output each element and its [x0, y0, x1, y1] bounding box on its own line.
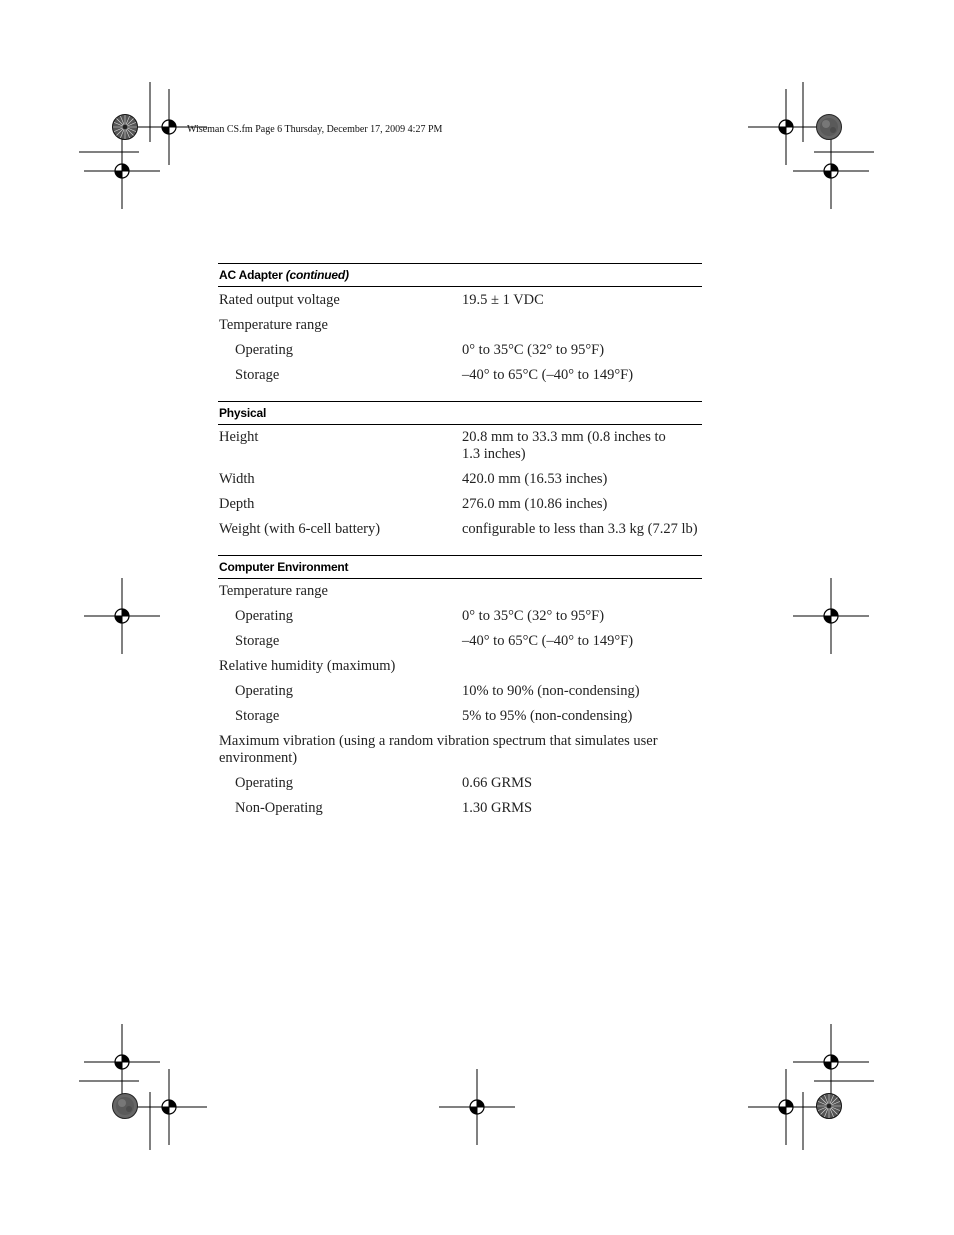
section-title: Physical [219, 406, 267, 420]
spec-value: 1.30 GRMS [462, 800, 533, 816]
spec-label: Non-Operating [235, 800, 323, 816]
spec-label: Weight (with 6-cell battery) [219, 521, 381, 537]
spec-label: Storage [235, 633, 280, 649]
spec-label: Storage [235, 367, 280, 383]
spec-label: Operating [235, 683, 293, 699]
section-heading [218, 401, 702, 425]
spec-label: Relative humidity (maximum) [219, 658, 396, 674]
section-title-suffix: (continued) [285, 268, 349, 282]
section-computer-environment [218, 555, 702, 579]
spec-label: Operating [235, 608, 293, 624]
section-heading [218, 263, 702, 287]
spec-label: Height [219, 429, 259, 445]
spec-value: configurable to less than 3.3 kg (7.27 lb) [462, 521, 698, 537]
section-title: Computer Environment [219, 560, 349, 574]
page-slug: Wiseman CS.fm Page 6 Thursday, December 17, 2009 4:27 PM [187, 124, 443, 135]
spec-label: Rated output voltage [219, 292, 340, 308]
spec-label: Width [219, 471, 255, 487]
spec-label: Operating [235, 775, 293, 791]
section-ac-adapter [218, 263, 702, 287]
spec-value: 0° to 35°C (32° to 95°F) [462, 608, 605, 624]
spec-value: 10% to 90% (non-condensing) [462, 683, 640, 699]
spec-value: –40° to 65°C (–40° to 149°F) [462, 367, 634, 383]
section-heading [218, 555, 702, 579]
spec-label: Maximum vibration (using a random vibration spectrum that simulates user environment) [219, 733, 658, 766]
spec-value: 19.5 ± 1 VDC [462, 292, 544, 308]
spec-value: 0.66 GRMS [462, 775, 533, 791]
spec-value: 0° to 35°C (32° to 95°F) [462, 342, 605, 358]
spec-value: 276.0 mm (10.86 inches) [462, 496, 608, 512]
spec-label: Temperature range [219, 317, 328, 333]
section-title: AC Adapter [219, 268, 283, 282]
spec-label: Temperature range [219, 583, 328, 599]
spec-value: 420.0 mm (16.53 inches) [462, 471, 608, 487]
section-physical [218, 401, 702, 425]
spec-label: Depth [219, 496, 255, 512]
spec-value: 5% to 95% (non-condensing) [462, 708, 633, 724]
spec-value: –40° to 65°C (–40° to 149°F) [462, 633, 634, 649]
spec-label: Storage [235, 708, 280, 724]
spec-value: 20.8 mm to 33.3 mm (0.8 inches to 1.3 inches) [462, 429, 666, 462]
spec-label: Operating [235, 342, 293, 358]
